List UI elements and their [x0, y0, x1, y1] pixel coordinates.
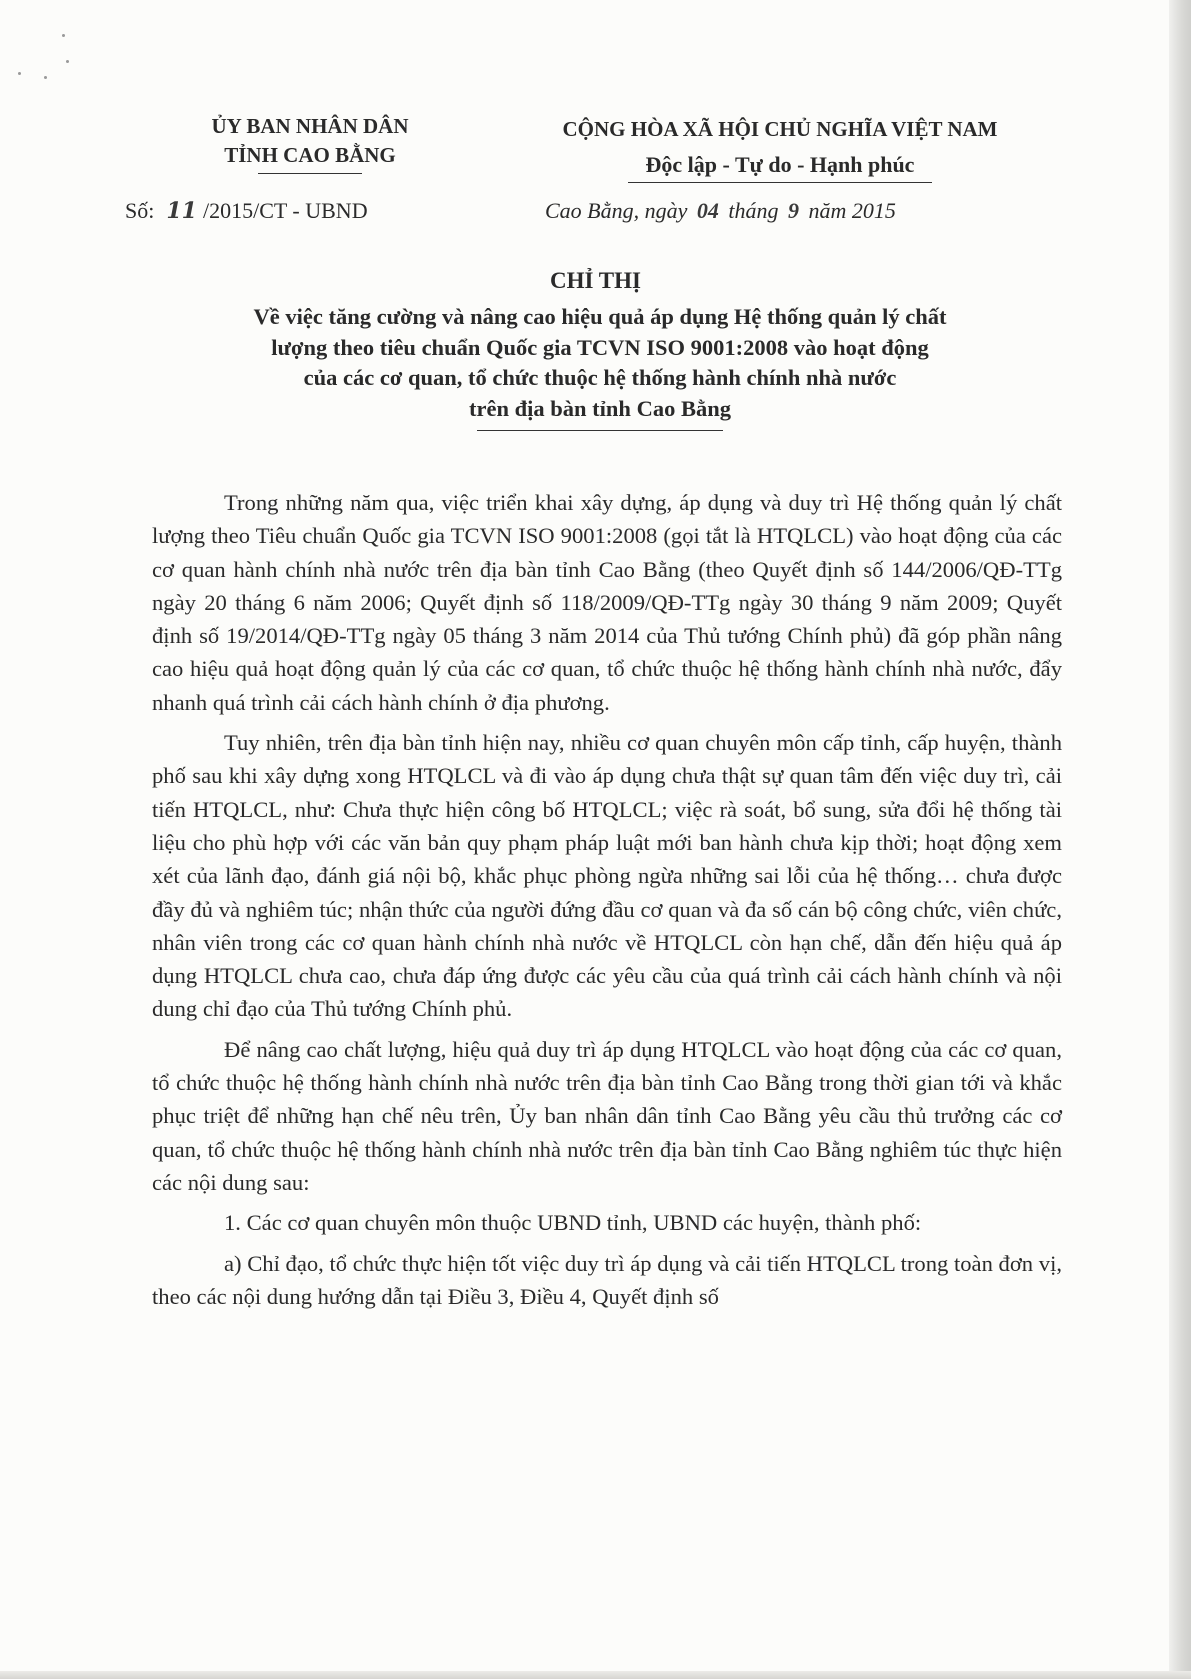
scan-speck	[44, 76, 47, 79]
agency-underline	[258, 173, 362, 174]
subject-underline	[477, 430, 723, 431]
scan-speck	[18, 72, 21, 75]
document-body	[152, 486, 1062, 1320]
subject-line-1: Về việc tăng cường và nâng cao hiệu quả áp dụng Hệ thống quản lý chất	[253, 304, 947, 329]
subject-line-4: trên địa bàn tỉnh Cao Bằng	[469, 395, 731, 421]
motto-underline	[628, 182, 932, 183]
body-paragraph-2: Tuy nhiên, trên địa bàn tỉnh hiện nay, nhiều cơ quan chuyên môn cấp tỉnh, cấp huyện, thành phố sau khi xây dựng xong HTQLCL và đi vào áp dụng chưa thật sự quan tâm đến việc duy trì, cải tiến HTQLCL, như: Chưa thực hiện công bố HTQLCL; việc rà soát, bổ sung, sửa đổi hệ thống tài liệu cho phù hợp với các văn bản quy phạm pháp luật mới ban hành chưa kịp thời; hoạt động xem xét của lãnh đạo, đánh giá nội bộ, khắc phục phòng ngừa những sai lỗi của hệ thống… chưa được đầy đủ và nghiêm túc; nhận thức của người đứng đầu cơ quan và đa số cán bộ công chức, viên chức, nhân viên trong các cơ quan hành chính nhà nước về HTQLCL còn hạn chế, dẫn đến hiệu quả áp dụng HTQLCL chưa cao, chưa đáp ứng được các yêu cầu của quá trình cải cách hành chính và nội dung chỉ đạo của Thủ tướng Chính phủ.	[152, 730, 1062, 1022]
date-day-handwritten: 04	[696, 198, 719, 223]
country-name: CỘNG HÒA XÃ HỘI CHỦ NGHĨA VIỆT NAM	[562, 117, 998, 141]
date-part-3: năm 2015	[808, 198, 896, 223]
scan-speck	[66, 60, 69, 63]
number-suffix: /2015/CT - UBND	[202, 198, 368, 223]
date-month-handwritten: 9	[788, 198, 800, 223]
number-prefix: Số:	[125, 198, 155, 223]
agency-line-2: TỈNH CAO BẰNG	[224, 143, 396, 167]
document-subject	[150, 302, 1050, 431]
agency-line-1: ỦY BAN NHÂN DÂN	[211, 114, 409, 138]
scan-edge-shadow	[1169, 0, 1191, 1679]
subject-line-2: lượng theo tiêu chuẩn Quốc gia TCVN ISO 9001:2008 vào hoạt động	[271, 334, 929, 360]
national-heading	[500, 112, 1060, 183]
subject-line-3: của các cơ quan, tổ chức thuộc hệ thống hành chính nhà nước	[303, 365, 897, 390]
place-and-date	[545, 198, 896, 224]
body-paragraph-4: 1. Các cơ quan chuyên môn thuộc UBND tỉnh, UBND các huyện, thành phố:	[224, 1210, 922, 1236]
document-number	[125, 198, 368, 224]
date-part-2: tháng	[728, 198, 779, 223]
body-paragraph-1: Trong những năm qua, việc triển khai xây dựng, áp dụng và duy trì Hệ thống quản lý chất lượng theo Tiêu chuẩn Quốc gia TCVN ISO 9001:2008 (gọi tắt là HTQLCL) vào hoạt động của các cơ quan hành chính nhà nước trên địa bàn tỉnh Cao Bằng (theo Quyết định số 144/2006/QĐ-TTg ngày 20 tháng 6 năm 2006; Quyết định số 118/2009/QĐ-TTg ngày 30 tháng 9 năm 2009; Quyết định số 19/2014/QĐ-TTg ngày 05 tháng 3 năm 2014 của Thủ tướng Chính phủ) đã góp phần nâng cao hiệu quả hoạt động quản lý của các cơ quan, tổ chức thuộc hệ thống hành chính nhà nước, đẩy nhanh quá trình cải cách hành chính ở địa phương.	[152, 490, 1062, 715]
body-paragraph-5: a) Chỉ đạo, tổ chức thực hiện tốt việc duy trì áp dụng và cải tiến HTQLCL trong toàn đơn vị, theo các nội dung hướng dẫn tại Điều 3, Điều 4, Quyết định số	[152, 1250, 1062, 1309]
scan-bottom-edge	[0, 1671, 1191, 1679]
document-type: CHỈ THỊ	[550, 268, 641, 293]
date-part-1: Cao Bằng, ngày	[545, 198, 688, 223]
body-paragraph-3: Để nâng cao chất lượng, hiệu quả duy trì áp dụng HTQLCL vào hoạt động của các cơ quan, tổ chức thuộc hệ thống hành chính nhà nước trên địa bàn tỉnh Cao Bằng trong thời gian tới và khắc phục triệt để những hạn chế nêu trên, Ủy ban nhân dân tỉnh Cao Bằng yêu cầu thủ trưởng các cơ quan, tổ chức thuộc hệ thống hành chính nhà nước trên địa bàn tỉnh Cao Bằng nghiêm túc thực hiện các nội dung sau:	[152, 1036, 1062, 1195]
scan-speck	[62, 34, 65, 37]
issuing-agency	[160, 112, 460, 174]
national-motto: Độc lập - Tự do - Hạnh phúc	[645, 152, 915, 177]
number-handwritten: 11	[166, 198, 197, 224]
